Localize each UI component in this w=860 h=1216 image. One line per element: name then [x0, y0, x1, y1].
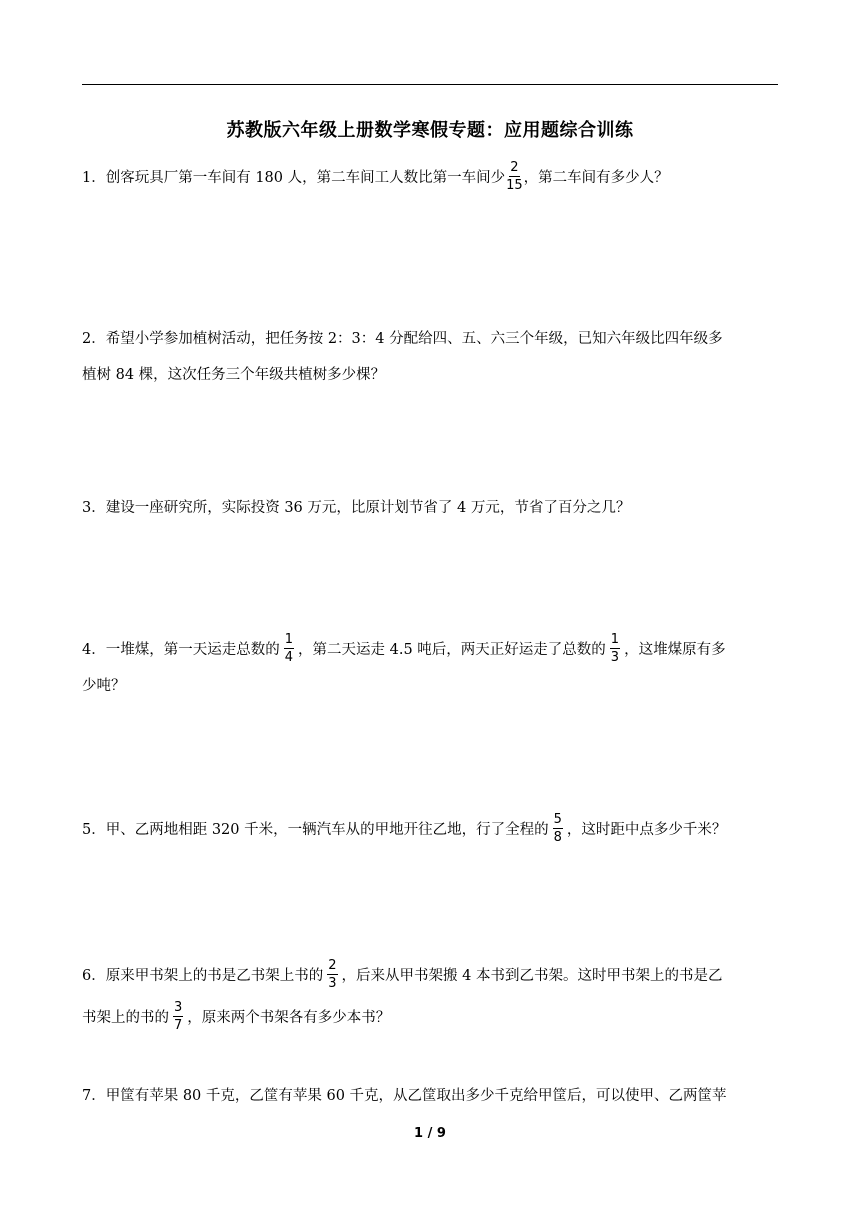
question-6-line-2: 书架上的书的 $\frac{3}{7}$ ，原来两个书架各有多少本书？	[82, 999, 391, 1033]
fraction: $\frac{5}{8}$	[553, 811, 562, 845]
question-3	[82, 490, 782, 526]
question-5: 5．甲、乙两地相距 320 千米，一辆汽车从的甲地开往乙地，行了全程的 $\frac{5}{8}$ ，这时距中点多少千米？	[82, 811, 727, 845]
header-rule	[82, 84, 778, 85]
fraction: $\frac{1}{4}$	[284, 631, 294, 665]
question-7	[82, 1078, 782, 1114]
page-indicator: 1 / 9	[414, 1126, 446, 1141]
question-4	[82, 632, 782, 704]
question-1-text-before: 1．创客玩具厂第一车间有 180 人，第二车间工人数比第一车间少	[82, 170, 506, 186]
fraction: $\frac{2}{3}$	[328, 957, 337, 991]
question-2-line-1: 2．希望小学参加植树活动，把任务按 2：3：4 分配给四、五、六三个年级，已知六年级比四年级多	[82, 331, 723, 347]
question-6-line-1: 6．原来甲书架上的书是乙书架上书的 $\frac{2}{3}$ ，后来从甲书架搬 4 本书到乙书架。这时甲书架上的书是乙	[82, 957, 723, 991]
document-title: 苏教版六年级上册数学寒假专题：应用题综合训练	[226, 120, 634, 141]
fraction: $\frac{1}{3}$	[610, 631, 620, 665]
fraction: $\frac{3}{7}$	[174, 999, 183, 1033]
question-2	[82, 321, 782, 393]
question-1	[82, 160, 782, 196]
question-4-line-1: 4．一堆煤，第一天运走总数的 $\frac{1}{4}$ ，第二天运走 4.5 吨后，两天正好运走了总数的 $\frac{1}{3}$ ，这堆煤原有多	[82, 631, 726, 665]
question-2-line-2: 植树 84 棵，这次任务三个年级共植树多少棵？	[82, 367, 386, 383]
question-3-text: 3．建设一座研究所，实际投资 36 万元，比原计划节省了 4 万元，节省了百分之几？	[82, 500, 631, 516]
question-4-line-2: 少吨？	[82, 678, 126, 694]
question-6	[82, 958, 782, 1036]
question-1-text-after: ，第二车间有多少人？	[523, 170, 669, 186]
question-7-text: 7．甲筐有苹果 80 千克，乙筐有苹果 60 千克，从乙筐取出多少千克给甲筐后，可以使甲、乙两筐苹	[82, 1088, 727, 1104]
fraction: $\frac{2}{15}$	[506, 159, 523, 193]
